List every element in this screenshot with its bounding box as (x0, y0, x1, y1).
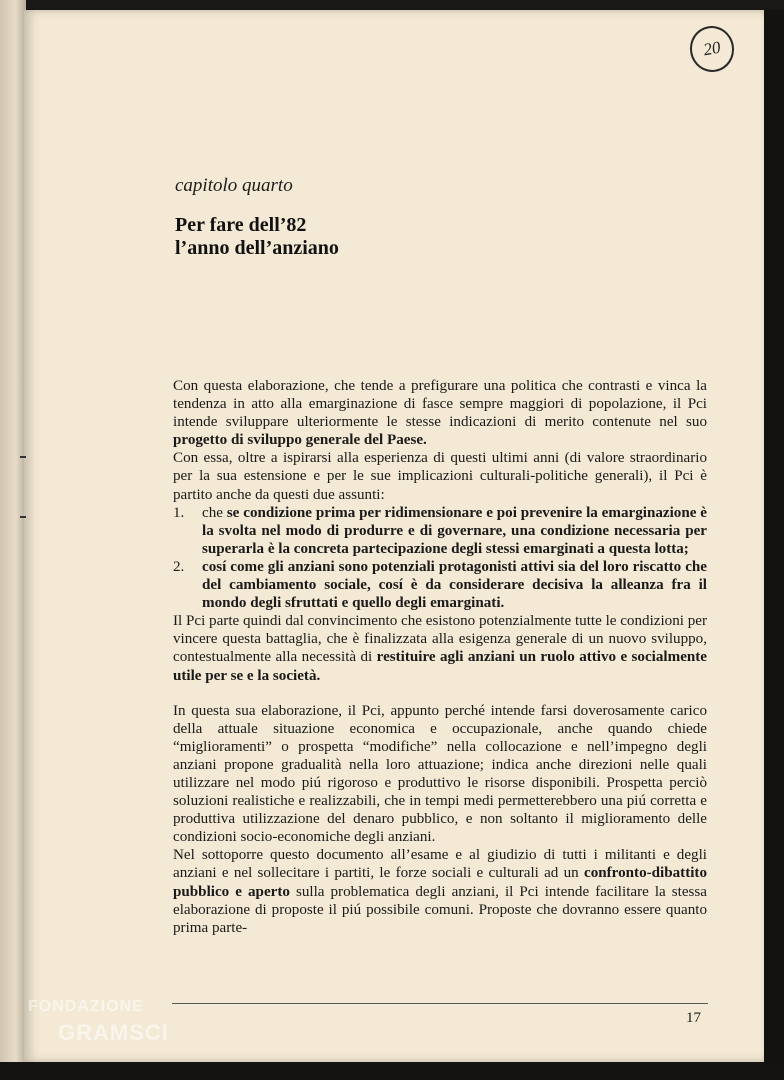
scan-background-bottom (0, 1062, 784, 1080)
list-item-text: che (202, 504, 227, 521)
watermark-logo (28, 996, 188, 1058)
paragraph-1-bold: progetto di sviluppo generale del Paese. (173, 432, 427, 449)
list-item-bold: se condizione prima per ridimensionare e poi prevenire la emarginazione è la svolta nel modo di produrre e di governare, una condizione necessaria per superarla è la concreta partecipazione degli stessi emarginati a questa lotta; (202, 504, 707, 557)
scan-background-right (764, 10, 784, 1080)
paragraph-5-text-end: sulla problematica degli anziani, il Pci intende facilitare la stessa elaborazione di proposte il piú possibile comuni. Proposte che dovranno essere quanto prima parte- (173, 883, 708, 936)
stamp-number: 20 (701, 37, 722, 60)
title-line-1: Per fare dell’82 (175, 214, 307, 236)
adjacent-page-edge (0, 0, 26, 1080)
page-number: 17 (686, 1010, 701, 1026)
list-item-number: 2. (173, 558, 185, 575)
paragraph-3 (173, 612, 707, 684)
list-item-bold: cosí come gli anziani sono potenziali protagonisti attivi sia del loro riscatto che del cambiamento sociale, cosí è da considerare decisiva la alleanza fra il mondo degli sfruttati e quello degli emarginati. (202, 558, 707, 612)
paragraph-gap (173, 685, 707, 702)
paragraph-4: In questa sua elaborazione, il Pci, appunto perché intende farsi doverosamente carico della attuale situazione economica e occupazionale, anche quando chiede “miglioramenti” o prospetta “modifiche” nella collocazione e nell’impegno degli anziani propone gradualità nella loro attuazione; indica anche direzioni nelle quali utilizzare nel modo piú rigoroso e produttivo le risorse disponibili. Prospetta perciò soluzioni realistiche e realizzabili, che in tempi medi permetterebbero una piú corretta e produttiva utilizzazione del denaro pubblico, e non soltanto il miglioramento delle condizioni socio-economiche degli anziani. (173, 702, 707, 846)
margin-mark (20, 456, 26, 458)
paragraph-5 (173, 846, 707, 936)
list-item (173, 504, 707, 558)
paragraph-3-text: Il Pci parte quindi dal convincimento che esistono potenzialmente tutte le condizioni per vincere questa battaglia, che è finalizzata alla esigenza generale di un nuovo sviluppo, contestualmente alla necessità di (173, 613, 707, 666)
paragraph-1-text: Con questa elaborazione, che tende a prefigurare una politica che contrasti e vinca la tendenza in atto alla emarginazione di fasce sempre maggiori di popolazione, il Pci intende sviluppare ulteriormente le stesse indicazioni di merito contenute nel suo (173, 378, 707, 431)
watermark-line-2: GRAMSCI (58, 1020, 169, 1045)
watermark-line-1: FONDAZIONE (28, 998, 144, 1015)
footer-rule (172, 1003, 708, 1004)
paragraph-5-text: Nel sottoporre questo documento all’esame e al giudizio di tutti i militanti e degli anziani e nel sollecitare i partiti, le forze sociali e culturali ad un (173, 847, 707, 882)
paragraph-5-bold: confronto-dibattito pubblico e aperto (173, 865, 707, 900)
body-text (173, 377, 707, 937)
list-item (173, 558, 707, 612)
paragraph-3-bold: restituire agli anziani un ruolo attivo e socialmente utile per se e la società. (173, 649, 708, 684)
assumptions-list (173, 504, 707, 613)
chapter-label: capitolo quarto (175, 175, 293, 196)
list-item-number: 1. (173, 504, 185, 521)
paragraph-1 (173, 377, 707, 449)
paragraph-2: Con essa, oltre a ispirarsi alla esperienza di questi ultimi anni (di valore straordinario per la sua estensione e per le sue implicazioni culturali-politiche generali), il Pci è partito anche da questi due assunti: (173, 450, 707, 503)
margin-mark (20, 516, 26, 518)
chapter-title (175, 214, 339, 260)
title-line-2: l’anno dell’anziano (175, 237, 339, 259)
